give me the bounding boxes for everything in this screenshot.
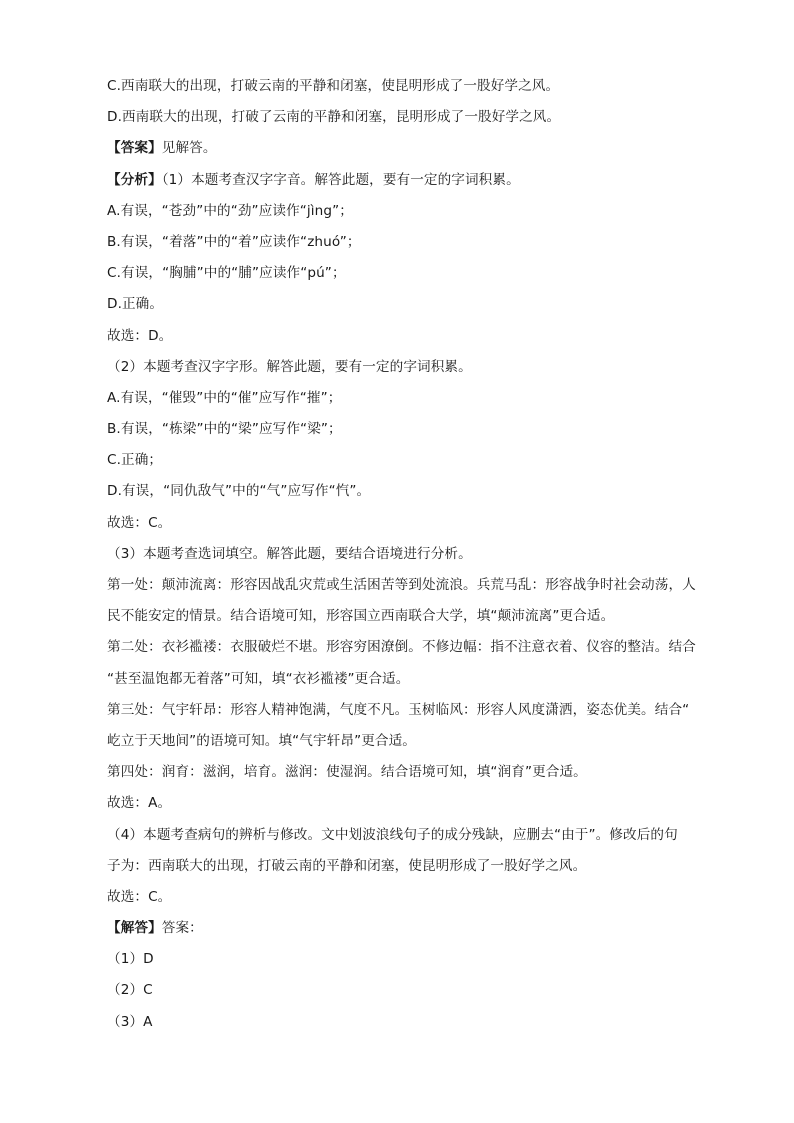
analysis-tag: 【分析】 — [107, 171, 162, 188]
q3-fourth-blank-line: 第四处：润育：滋润，培育。滋润：使湿润。结合语境可知，填“润育”更合适。 — [107, 764, 587, 781]
q3-first-blank-line-1: 第一处：颠沛流离：形容因战乱灾荒或生活困苦等到处流浪。兵荒马乱：形容战争时社会动荡，人 — [107, 577, 696, 593]
q1-choice: 故选：D。 — [107, 327, 173, 344]
q4-choice: 故选：C。 — [107, 888, 172, 905]
option-c-line: C.西南联大的出现，打破云南的平静和闭塞，使昆明形成了一股好学之风。 — [107, 78, 560, 94]
solution-heading-line: 【解答】答案： — [107, 920, 203, 937]
q1-option-c: C.有误，“胸脯”中的“脯”应读作“pú”； — [107, 265, 346, 282]
q2-choice: 故选：C。 — [107, 514, 172, 531]
q3-second-blank-line-2: “甚至温饱都无着落”可知，填“衣衫褴褛”更合适。 — [107, 670, 410, 687]
q2-option-d: D.有误，“同仇敌气”中的“气”应写作“忾”。 — [107, 483, 371, 500]
q4-intro-line-1: （4）本题考查病句的辨析与修改。文中划波浪线句子的成分残缺，应删去“由于”。修改后的句 — [107, 826, 678, 843]
q1-option-b: B.有误，“着落”中的“着”应读作“zhuó”； — [107, 233, 361, 250]
q3-intro: （3）本题考查选词填空。解答此题，要结合语境进行分析。 — [107, 545, 472, 562]
q3-second-blank-line-1: 第二处：衣衫褴褛：衣服破烂不堪。形容穷困潦倒。不修边幅：指不注意衣着、仪容的整洁。结合 — [107, 639, 696, 656]
q2-option-a: A.有误，“催毁”中的“催”应写作“摧”； — [107, 389, 342, 406]
solution-answer-1: （1）D — [107, 951, 154, 968]
answer-heading-line: 【答案】见解答。 — [107, 140, 217, 157]
q2-option-b: B.有误，“栋梁”中的“梁”应写作“梁”； — [107, 421, 342, 438]
q4-intro-line-2: 子为：西南联大的出现，打破云南的平静和闭塞，使昆明形成了一股好学之风。 — [107, 857, 587, 874]
q2-option-c: C.正确； — [107, 452, 163, 469]
answer-explanation-body — [107, 71, 707, 1038]
q3-choice: 故选：A。 — [107, 795, 172, 812]
q1-option-d: D.正确。 — [107, 296, 164, 313]
option-d-line: D.西南联大的出现，打破了云南的平静和闭塞，昆明形成了一股好学之风。 — [107, 109, 561, 126]
q2-intro: （2）本题考查汉字字形。解答此题，要有一定的字词积累。 — [107, 358, 472, 375]
analysis-heading-line: 【分析】（1）本题考查汉字字音。解答此题，要有一定的字词积累。 — [107, 171, 520, 188]
q3-third-blank-line-1: 第三处：气宇轩昂：形容人精神饱满，气度不凡。玉树临风：形容人风度潇洒，姿态优美。结合“ — [107, 701, 690, 718]
solution-answer-2: （2）C — [107, 982, 153, 999]
solution-tag: 【解答】 — [107, 920, 162, 937]
q3-third-blank-line-2: 屹立于天地间”的语境可知。填“气宇轩昂”更合适。 — [107, 732, 416, 749]
answer-tag: 【答案】 — [107, 140, 162, 157]
q3-first-blank-line-2: 民不能安定的情景。结合语境可知，形容国立西南联合大学，填“颠沛流离”更合适。 — [107, 608, 615, 625]
q1-option-a: A.有误，“苍劲”中的“劲”应读作“jìng”； — [107, 202, 353, 219]
solution-answer-3: （3）A — [107, 1013, 153, 1030]
